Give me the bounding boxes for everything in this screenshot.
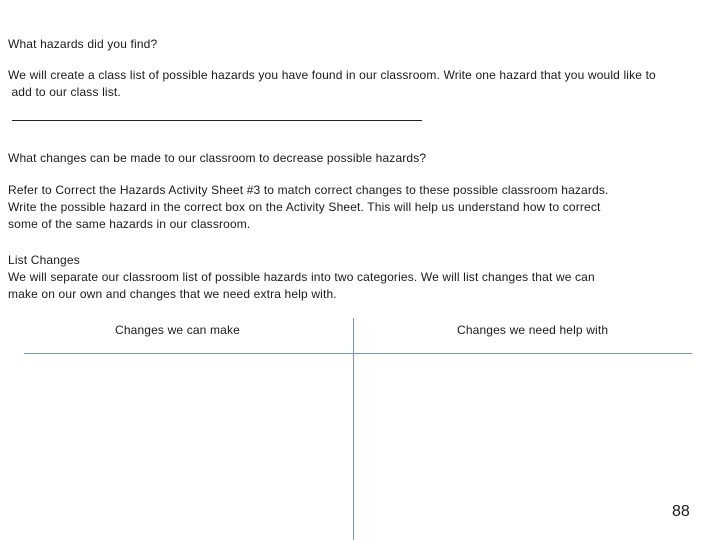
- categories-instructions-line-2: make on our own and changes that we need extra help with.: [8, 287, 337, 301]
- question-classroom-changes: What changes can be made to our classroom to decrease possible hazards?: [8, 151, 427, 165]
- t-chart-horizontal-rule: [24, 353, 692, 354]
- categories-instructions-line-1: We will separate our classroom list of possible hazards into two categories. We will list changes that we can: [8, 270, 595, 284]
- activity-sheet-instructions-line-3: some of the same hazards in our classroom.: [8, 217, 251, 231]
- answer-blank-line[interactable]: [12, 120, 422, 121]
- class-list-instructions-line-1: We will create a class list of possible hazards you have found in our classroom. Write one hazard that you would like to: [8, 68, 656, 82]
- list-changes-heading: List Changes: [8, 253, 80, 267]
- activity-sheet-instructions-line-1: Refer to Correct the Hazards Activity Sheet #3 to match correct changes to these possible classroom hazards.: [8, 183, 609, 197]
- class-list-instructions-line-2: add to our class list.: [8, 85, 121, 99]
- t-chart-left-heading: Changes we can make: [115, 323, 240, 337]
- page-number: 88: [672, 503, 690, 520]
- question-hazards-found: What hazards did you find?: [8, 37, 158, 51]
- t-chart-vertical-rule: [353, 318, 354, 540]
- t-chart-right-heading: Changes we need help with: [457, 323, 609, 337]
- activity-sheet-instructions-line-2: Write the possible hazard in the correct box on the Activity Sheet. This will help us understand how to correct: [8, 200, 601, 214]
